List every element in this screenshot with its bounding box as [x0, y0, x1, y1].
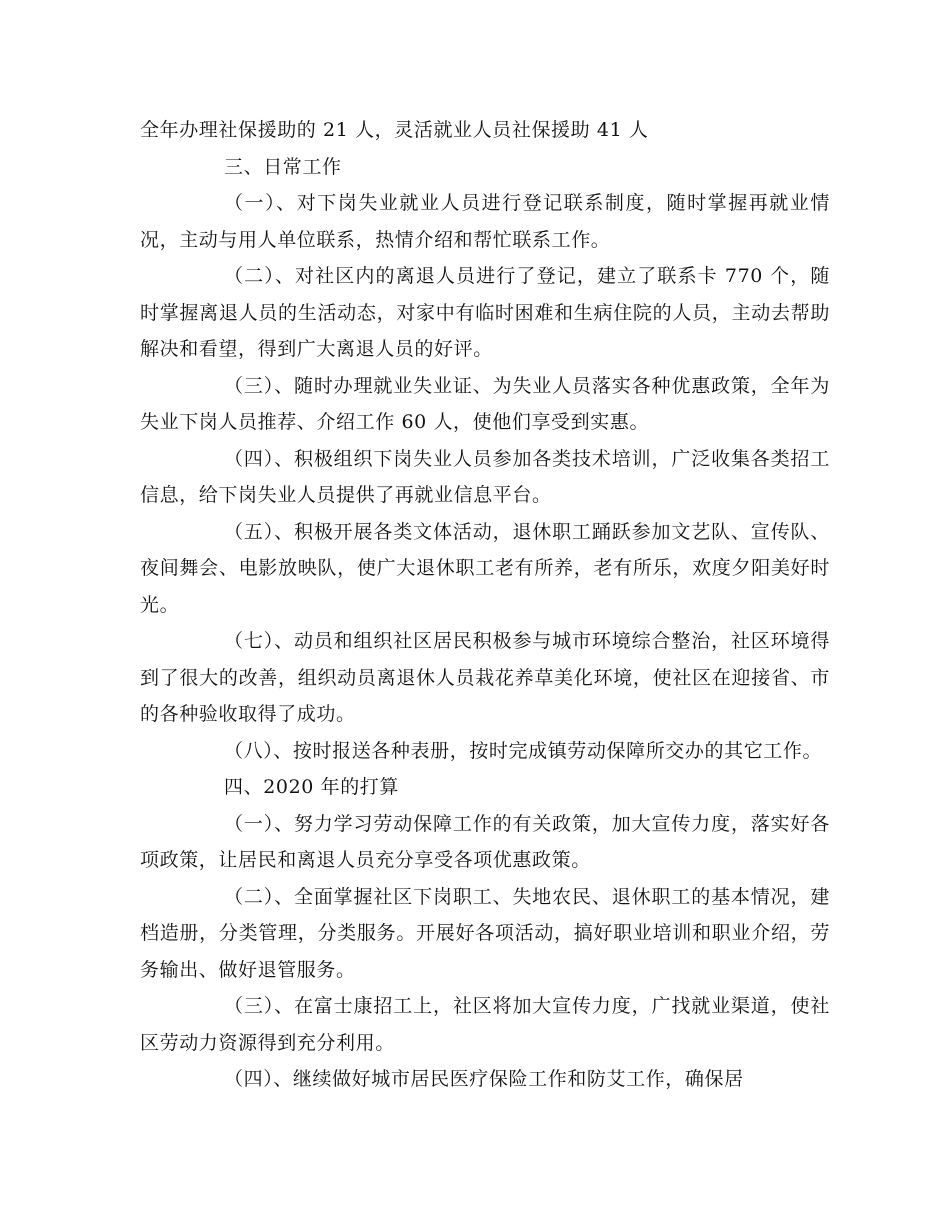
paragraph: 全年办理社保援助的 21 人，灵活就业人员社保援助 41 人	[140, 119, 649, 141]
paragraph: （四）、积极组织下岗失业人员参加各类技术培训，广泛收集各类招工信息，给下岗失业人员提供了再就业信息平台。	[140, 447, 830, 506]
paragraph: （八）、按时报送各种表册，按时完成镇劳动保障所交办的其它工作。	[224, 739, 823, 762]
paragraph: （二）、对社区内的离退人员进行了登记，建立了联系卡 770 个，随时掌握离退人员的生活动态，对家中有临时困难和生病住院的人员，主动去帮助解决和看望，得到广大离退人员的好评。	[140, 265, 830, 360]
paragraph: （三）、在富士康招工上，社区将加大宣传力度，广找就业渠道，使社区劳动力资源得到充分利用。	[140, 995, 830, 1054]
document-body	[140, 112, 830, 1098]
paragraph: （一）、努力学习劳动保障工作的有关政策，加大宣传力度，落实好各项政策，让居民和离退人员充分享受各项优惠政策。	[140, 812, 830, 871]
paragraph: （四）、继续做好城市居民医疗保险工作和防艾工作，确保居	[224, 1068, 744, 1090]
paragraph: （二）、全面掌握社区下岗职工、失地农民、退休职工的基本情况，建档造册，分类管理，分类服务。开展好各项活动，搞好职业培训和职业介绍，劳务输出、做好退管服务。	[140, 885, 830, 981]
paragraph: （七）、动员和组织社区居民积极参与城市环境综合整治，社区环境得到了很大的改善，组织动员离退休人员栽花养草美化环境，使社区在迎接省、市的各种验收取得了成功。	[140, 630, 830, 725]
paragraph: （五）、积极开展各类文体活动，退休职工踊跃参加文艺队、宣传队、夜间舞会、电影放映队，使广大退休职工老有所养，老有所乐，欢度夕阳美好时光。	[140, 520, 830, 616]
section-heading: 四、2020 年的打算	[224, 776, 399, 798]
section-heading: 三、日常工作	[224, 155, 342, 178]
paragraph: （一）、对下岗失业就业人员进行登记联系制度，随时掌握再就业情况，主动与用人单位联系，热情介绍和帮忙联系工作。	[140, 192, 830, 251]
paragraph: （三）、随时办理就业失业证、为失业人员落实各种优惠政策，全年为失业下岗人员推荐、介绍工作 60 人，使他们享受到实惠。	[140, 374, 830, 433]
